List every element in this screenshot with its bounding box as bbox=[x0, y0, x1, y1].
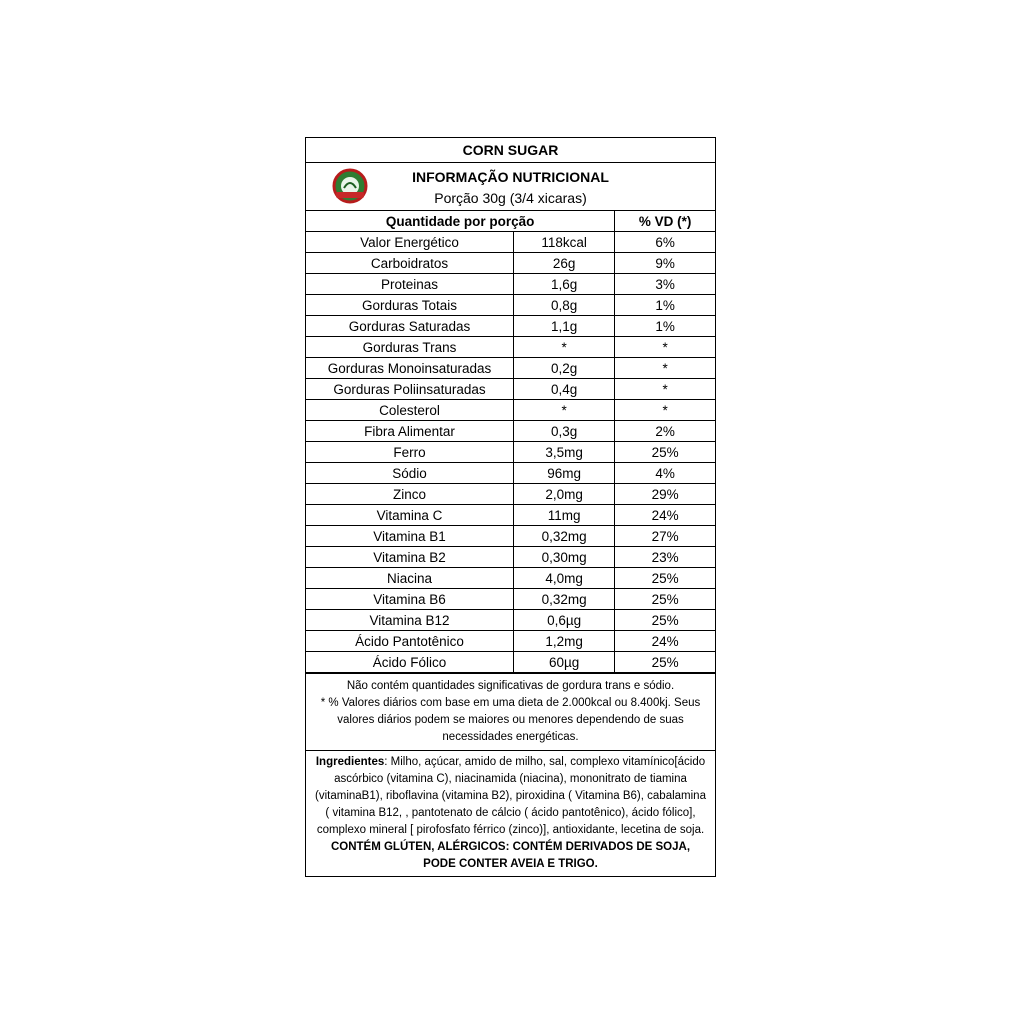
nutrient-name: Gorduras Trans bbox=[306, 337, 513, 358]
note-daily-values: * % Valores diários com base em uma dieta de 2.000kcal ou 8.400kj. Seus valores diários podem se maiores ou menores dependendo de suas necessidades energéticas. bbox=[320, 697, 701, 743]
nutrient-dv: 4% bbox=[615, 463, 715, 484]
nutrient-name: Carboidratos bbox=[306, 253, 513, 274]
table-row bbox=[306, 610, 715, 631]
nutrient-dv: 27% bbox=[615, 526, 715, 547]
nutrient-amount: 1,6g bbox=[513, 274, 614, 295]
nutrient-dv: * bbox=[615, 400, 715, 421]
nutrition-table bbox=[306, 211, 715, 673]
note-trans-sodium: Não contém quantidades significativas de gordura trans e sódio. bbox=[346, 680, 675, 692]
nutrient-amount: 0,32mg bbox=[513, 589, 614, 610]
nutrient-dv: 9% bbox=[615, 253, 715, 274]
nutrient-name: Ferro bbox=[306, 442, 513, 463]
nutrient-dv: 2% bbox=[615, 421, 715, 442]
nutrient-dv: 6% bbox=[615, 232, 715, 253]
table-header-row bbox=[306, 211, 715, 232]
table-row bbox=[306, 652, 715, 673]
nutrient-dv: * bbox=[615, 379, 715, 400]
nutrient-amount: 11mg bbox=[513, 505, 614, 526]
nutrient-amount: 0,6µg bbox=[513, 610, 614, 631]
nutrient-amount: 1,2mg bbox=[513, 631, 614, 652]
table-row bbox=[306, 379, 715, 400]
nutrient-amount: 96mg bbox=[513, 463, 614, 484]
table-row bbox=[306, 631, 715, 652]
table-row bbox=[306, 421, 715, 442]
nutrient-amount: 3,5mg bbox=[513, 442, 614, 463]
allergen-warning: CONTÉM GLÚTEN, ALÉRGICOS: CONTÉM DERIVADOS DE SOJA, PODE CONTER AVEIA E TRIGO. bbox=[330, 841, 691, 870]
nutrition-label bbox=[305, 137, 716, 877]
nutrient-name: Fibra Alimentar bbox=[306, 421, 513, 442]
nutrient-amount: * bbox=[513, 337, 614, 358]
table-row bbox=[306, 400, 715, 421]
nutrient-dv: 24% bbox=[615, 631, 715, 652]
nutrient-name: Vitamina C bbox=[306, 505, 513, 526]
table-row bbox=[306, 526, 715, 547]
nutrient-amount: 2,0mg bbox=[513, 484, 614, 505]
nutrient-dv: 25% bbox=[615, 589, 715, 610]
nutrient-name: Niacina bbox=[306, 568, 513, 589]
product-title: CORN SUGAR bbox=[306, 138, 715, 163]
nutrition-header bbox=[306, 163, 715, 211]
table-row bbox=[306, 589, 715, 610]
notes bbox=[306, 673, 715, 750]
nutrient-dv: 25% bbox=[615, 652, 715, 673]
nutrient-dv: 25% bbox=[615, 442, 715, 463]
table-row bbox=[306, 484, 715, 505]
nutrient-amount: 1,1g bbox=[513, 316, 614, 337]
nutrient-name: Gorduras Poliinsaturadas bbox=[306, 379, 513, 400]
table-row bbox=[306, 316, 715, 337]
nutrient-name: Valor Energético bbox=[306, 232, 513, 253]
table-row bbox=[306, 463, 715, 484]
nutrient-name: Ácido Fólico bbox=[306, 652, 513, 673]
table-row bbox=[306, 253, 715, 274]
dv-header: % VD (*) bbox=[615, 211, 715, 232]
nutrient-amount: * bbox=[513, 400, 614, 421]
nutrient-dv: 23% bbox=[615, 547, 715, 568]
ingredients-label: Ingredientes bbox=[315, 756, 385, 768]
nutrient-dv: 25% bbox=[615, 568, 715, 589]
table-row bbox=[306, 547, 715, 568]
nutrient-amount: 118kcal bbox=[513, 232, 614, 253]
table-row bbox=[306, 232, 715, 253]
nutrient-amount: 0,3g bbox=[513, 421, 614, 442]
nutrient-dv: * bbox=[615, 337, 715, 358]
table-row bbox=[306, 568, 715, 589]
nutrient-name: Vitamina B6 bbox=[306, 589, 513, 610]
portion-size: Porção 30g (3/4 xicaras) bbox=[434, 190, 587, 206]
nutrient-name: Vitamina B2 bbox=[306, 547, 513, 568]
quantity-header: Quantidade por porção bbox=[306, 211, 615, 232]
ingredients-list: : Milho, açúcar, amido de milho, sal, complexo vitamínico[ácido ascórbico (vitamina C), niacinamida (niacina), mononitrato de tiamina (vitaminaB1), riboflavina (vitamina B2), piroxidina ( Vitamina B6), cabalamina ( vitamina B12, , pantotenato de cálcio ( ácido pantotênico), ácido fólico], complexo mineral [ pirofosfato férrico (zinco)], antioxidante, lecetina de soja. bbox=[315, 756, 706, 836]
nutrient-name: Sódio bbox=[306, 463, 513, 484]
nutrient-name: Proteinas bbox=[306, 274, 513, 295]
nutrient-dv: 25% bbox=[615, 610, 715, 631]
nutrient-name: Colesterol bbox=[306, 400, 513, 421]
nutrient-amount: 26g bbox=[513, 253, 614, 274]
table-row bbox=[306, 295, 715, 316]
table-row bbox=[306, 358, 715, 379]
table-row bbox=[306, 274, 715, 295]
nutrient-name: Gorduras Saturadas bbox=[306, 316, 513, 337]
nutrient-name: Vitamina B1 bbox=[306, 526, 513, 547]
nutrient-name: Gorduras Totais bbox=[306, 295, 513, 316]
nutrient-dv: 29% bbox=[615, 484, 715, 505]
ingredients-text bbox=[314, 754, 707, 839]
table-row bbox=[306, 442, 715, 463]
nutrient-amount: 0,30mg bbox=[513, 547, 614, 568]
nutrient-amount: 0,32mg bbox=[513, 526, 614, 547]
nutrient-name: Zinco bbox=[306, 484, 513, 505]
ingredients bbox=[306, 750, 715, 876]
nutrient-dv: 3% bbox=[615, 274, 715, 295]
nutrient-amount: 60µg bbox=[513, 652, 614, 673]
brand-seal-icon bbox=[332, 168, 368, 204]
nutrient-dv: * bbox=[615, 358, 715, 379]
table-row bbox=[306, 505, 715, 526]
nutrient-name: Ácido Pantotênico bbox=[306, 631, 513, 652]
nutrient-name: Vitamina B12 bbox=[306, 610, 513, 631]
table-row bbox=[306, 337, 715, 358]
nutrient-amount: 0,8g bbox=[513, 295, 614, 316]
nutrient-amount: 0,2g bbox=[513, 358, 614, 379]
nutrient-dv: 1% bbox=[615, 316, 715, 337]
nutrient-amount: 4,0mg bbox=[513, 568, 614, 589]
nutrient-amount: 0,4g bbox=[513, 379, 614, 400]
nutrient-dv: 1% bbox=[615, 295, 715, 316]
nutrient-dv: 24% bbox=[615, 505, 715, 526]
nutrition-heading: INFORMAÇÃO NUTRICIONAL bbox=[412, 169, 609, 185]
nutrient-name: Gorduras Monoinsaturadas bbox=[306, 358, 513, 379]
